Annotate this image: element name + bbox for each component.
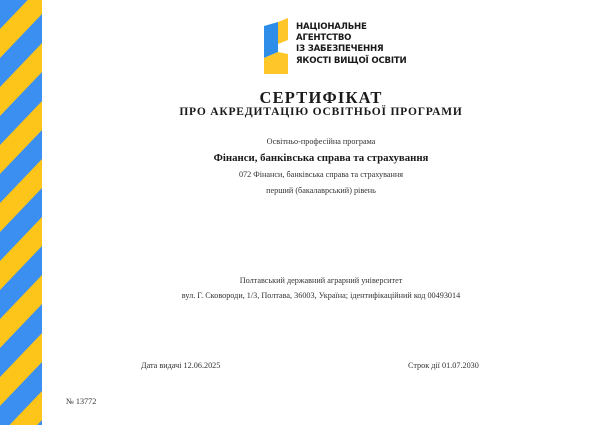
- agency-logo: [258, 16, 407, 82]
- certificate-number: № 13772: [66, 397, 97, 406]
- education-level: перший (бакалаврський) рівень: [266, 186, 376, 195]
- decorative-stripe: [0, 0, 42, 425]
- program-name: Фінанси, банківська справа та страхування: [213, 152, 429, 164]
- issue-date: Дата видачі 12.06.2025: [141, 361, 221, 370]
- logo-line: ЯКОСТІ ВИЩОЇ ОСВІТИ: [296, 55, 407, 66]
- logo-wordmark: [296, 22, 407, 67]
- institution-address: вул. Г. Сковороди, 1/3, Полтава, 36003, Україна; ідентифікаційний код 00493014: [181, 291, 461, 300]
- specialty: 072 Фінанси, банківська справа та страхування: [238, 170, 404, 179]
- stripe-pattern: [0, 0, 42, 425]
- certificate-subtitle: ПРО АКРЕДИТАЦІЮ ОСВІТНЬОЇ ПРОГРАМИ: [179, 106, 463, 118]
- program-kind: Освітньо-професійна програма: [266, 137, 376, 146]
- logo-line: НАЦІОНАЛЬНЕ: [296, 22, 367, 32]
- institution-name: Полтавський державний аграрний університет: [239, 276, 403, 285]
- certificate-title: СЕРТИФІКАТ: [259, 88, 383, 107]
- logo-line: АГЕНТСТВО: [296, 33, 352, 44]
- valid-until-date: Строк дії 01.07.2030: [408, 361, 479, 370]
- logo-mark-icon: [262, 18, 290, 78]
- logo-line: ІЗ ЗАБЕЗПЕЧЕННЯ: [296, 44, 384, 55]
